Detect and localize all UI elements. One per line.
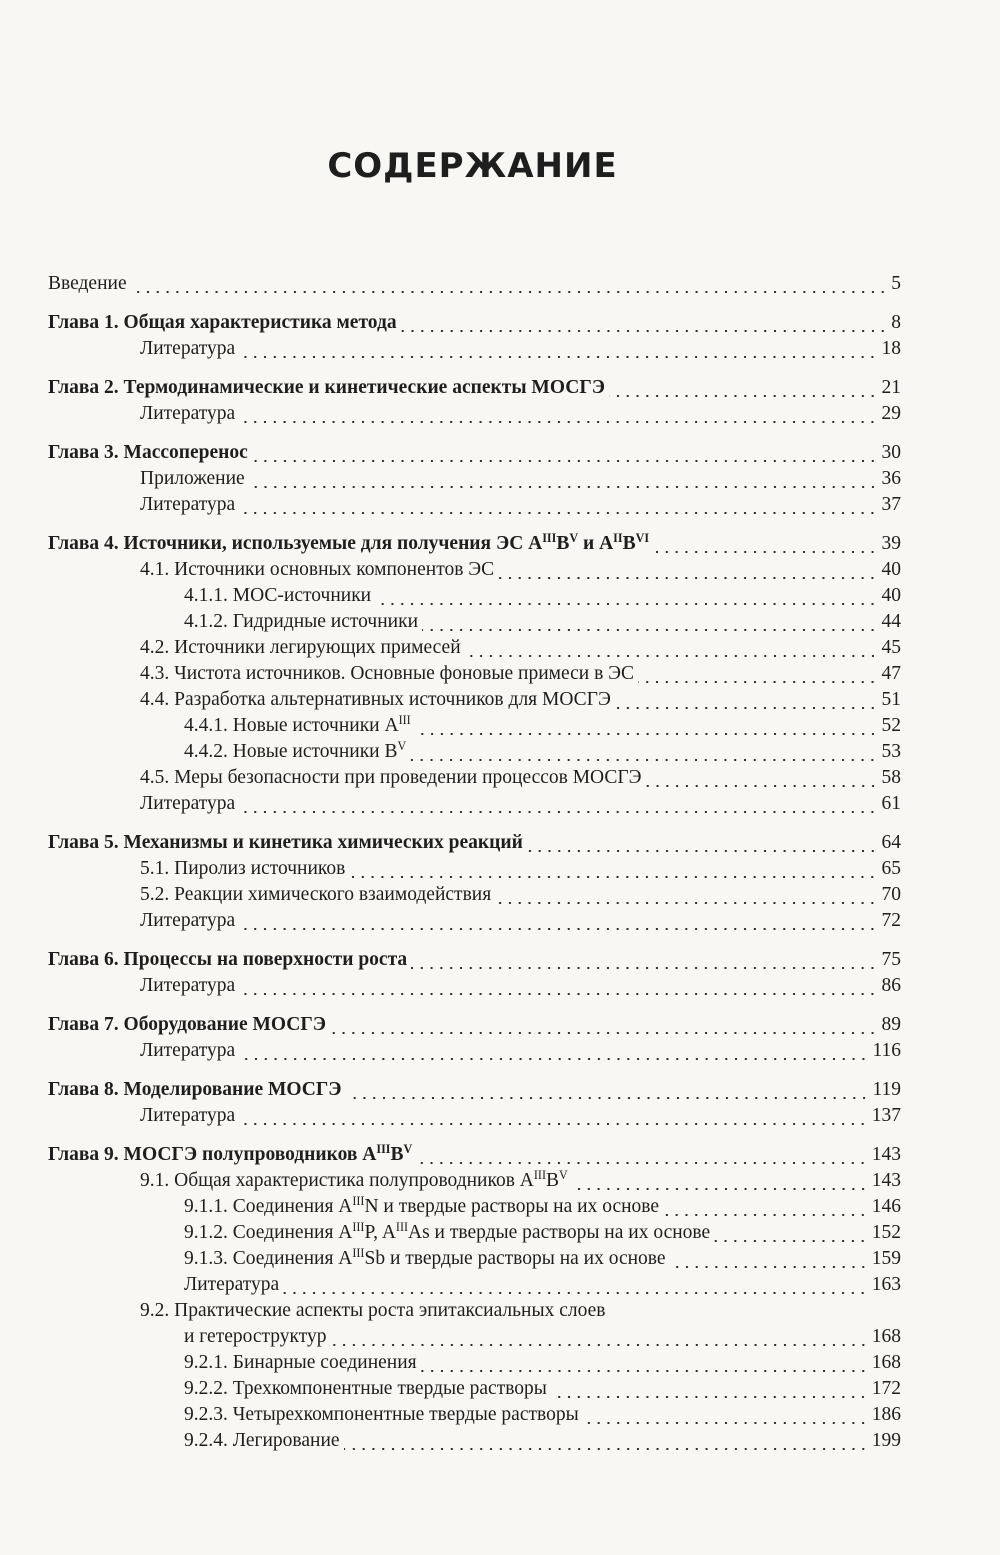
leader-dots: [283, 1292, 868, 1294]
toc-entry-text: Литература: [140, 910, 236, 931]
toc-entry: [48, 1300, 901, 1326]
toc-entry-text: Глава 9. МОСГЭ полупроводников $A^{III}B^V$: [48, 1141, 413, 1165]
table-of-contents: [48, 273, 901, 1456]
leader-dots: [572, 1188, 868, 1190]
leader-dots: [344, 1448, 868, 1450]
toc-entry-text: Глава 3. Массоперенос: [48, 442, 248, 463]
leader-dots: [346, 1097, 869, 1099]
toc-entry: [48, 1352, 901, 1378]
toc-entry: [48, 1040, 901, 1066]
toc-entry: [48, 585, 901, 611]
toc-page-number: 53: [881, 741, 901, 762]
toc-entry-text: Литература: [140, 1040, 236, 1061]
toc-entry: [48, 712, 901, 741]
toc-entry: [48, 1219, 901, 1248]
leader-dots: [527, 850, 878, 852]
toc-page-number: 61: [881, 793, 901, 814]
leader-dots: [498, 577, 877, 579]
toc-entry-text: Литература: [140, 494, 236, 515]
toc-page-number: 119: [872, 1079, 901, 1100]
toc-page-number: 65: [881, 858, 901, 879]
toc-page-number: 40: [881, 559, 901, 580]
toc-page-number: 37: [881, 494, 901, 515]
toc-entry: [48, 738, 901, 767]
toc-entry-text: Введение: [48, 273, 127, 294]
toc-page-number: 143: [871, 1170, 901, 1191]
leader-dots: [239, 811, 877, 813]
toc-entry-text: и гетероструктур: [184, 1326, 327, 1347]
toc-entry-text: Литература: [140, 793, 236, 814]
toc-chapter: [48, 377, 901, 403]
toc-page-number: 51: [881, 689, 901, 710]
toc-entry-text: 4.1.2. Гидридные источники: [184, 611, 418, 632]
toc-page-number: 29: [881, 403, 901, 424]
toc-page-number: 186: [871, 1404, 901, 1425]
leader-dots: [415, 733, 878, 735]
leader-dots: [401, 330, 888, 332]
toc-entry-text: Глава 8. Моделирование МОСГЭ: [48, 1079, 342, 1100]
toc-page-number: 168: [871, 1326, 901, 1347]
toc-entry-text: 9.2.2. Трехкомпонентные твердые растворы: [184, 1378, 547, 1399]
toc-page-number: 163: [871, 1274, 901, 1295]
toc-entry: [48, 1167, 901, 1196]
toc-page-number: 89: [881, 1014, 901, 1035]
toc-entry: [48, 884, 901, 910]
toc-entry: [48, 793, 901, 819]
toc-entry-text: Глава 2. Термодинамические и кинетические аспекты МОСГЭ: [48, 377, 605, 398]
toc-page-number: 72: [881, 910, 901, 931]
toc-entry: [48, 910, 901, 936]
toc-page-number: 44: [881, 611, 901, 632]
leader-dots: [252, 460, 878, 462]
toc-page-number: 75: [881, 949, 901, 970]
toc-page-number: 47: [881, 663, 901, 684]
toc-entry: [48, 1245, 901, 1274]
toc-entry: [48, 663, 901, 689]
toc-page-number: 172: [871, 1378, 901, 1399]
toc-entry-text: Литература: [140, 975, 236, 996]
leader-dots: [663, 1214, 868, 1216]
toc-entry: [48, 1326, 901, 1352]
toc-entry-text: Приложение: [140, 468, 245, 489]
toc-page-number: 8: [891, 312, 901, 333]
toc-entry: [48, 494, 901, 520]
toc-entry: [48, 1404, 901, 1430]
toc-chapter: [48, 1079, 901, 1105]
leader-dots: [375, 603, 877, 605]
toc-entry: [48, 975, 901, 1001]
toc-entry-text: 9.1. Общая характеристика полупроводников $A^{III}B^V$: [140, 1167, 568, 1191]
toc-entry: [48, 1105, 901, 1131]
toc-entry-text: Литература: [140, 338, 236, 359]
toc-entry-text: 4.4.1. Новые источники $A^{III}$: [184, 712, 411, 736]
leader-dots: [330, 1032, 877, 1034]
toc-chapter: [48, 1014, 901, 1040]
toc-entry-text: 5.2. Реакции химического взаимодействия: [140, 884, 492, 905]
leader-dots: [331, 1344, 868, 1346]
toc-chapter: [48, 832, 901, 858]
toc-page-number: 146: [871, 1196, 901, 1217]
toc-entry-text: 5.1. Пиролиз источников: [140, 858, 346, 879]
leader-dots: [239, 1123, 868, 1125]
toc-entry: [48, 1430, 901, 1456]
toc-page-number: 18: [881, 338, 901, 359]
toc-entry-text: Глава 6. Процессы на поверхности роста: [48, 949, 408, 970]
toc-page-number: 39: [881, 533, 901, 554]
toc-entry: [48, 273, 901, 299]
toc-entry-text: 9.2. Практические аспекты роста эпитаксиальных слоев: [140, 1300, 606, 1321]
toc-entry-text: 9.1.2. Соединения $A^{III}P$, $A^{III}As$ и твердые растворы на их основе: [184, 1219, 711, 1243]
toc-chapter: [48, 1141, 901, 1170]
toc-entry-text: 4.1. Источники основных компонентов ЭС: [140, 559, 495, 580]
toc-entry: [48, 559, 901, 585]
toc-entry-text: 9.2.1. Бинарные соединения: [184, 1352, 417, 1373]
toc-page-number: 36: [881, 468, 901, 489]
toc-entry: [48, 1193, 901, 1222]
toc-page-number: 116: [872, 1040, 901, 1061]
toc-entry: [48, 468, 901, 494]
toc-page-number: 168: [871, 1352, 901, 1373]
leader-dots: [615, 707, 878, 709]
leader-dots: [421, 1370, 868, 1372]
leader-dots: [239, 421, 877, 423]
leader-dots: [714, 1240, 868, 1242]
leader-dots: [583, 1422, 868, 1424]
leader-dots: [239, 1058, 868, 1060]
toc-chapter: [48, 530, 901, 559]
toc-entry-text: 4.1.1. МОС-источники: [184, 585, 372, 606]
leader-dots: [646, 785, 878, 787]
toc-entry-text: 9.1.3. Соединения $A^{III}Sb$ и твердые растворы на их основе: [184, 1245, 666, 1269]
toc-page-number: 199: [871, 1430, 901, 1451]
toc-page-number: 152: [871, 1222, 901, 1243]
leader-dots: [653, 551, 877, 553]
leader-dots: [495, 902, 877, 904]
toc-entry-text: Глава 7. Оборудование МОСГЭ: [48, 1014, 327, 1035]
toc-page-number: 70: [881, 884, 901, 905]
leader-dots: [349, 876, 877, 878]
toc-entry: [48, 637, 901, 663]
toc-page-number: 159: [871, 1248, 901, 1269]
toc-chapter: [48, 442, 901, 468]
toc-entry-text: 4.3. Чистота источников. Основные фоновые примеси в ЭС: [140, 663, 635, 684]
toc-entry-text: 4.4. Разработка альтернативных источников для МОСГЭ: [140, 689, 611, 710]
toc-entry-text: Литература: [140, 403, 236, 424]
toc-entry: [48, 1274, 901, 1300]
toc-entry: [48, 767, 901, 793]
toc-entry-text: Глава 5. Механизмы и кинетика химических реакций: [48, 832, 523, 853]
toc-page-number: 5: [891, 273, 901, 294]
toc-entry-text: 4.5. Меры безопасности при проведении процессов МОСГЭ: [140, 767, 642, 788]
toc-page-number: 143: [871, 1144, 901, 1165]
toc-page-number: 30: [881, 442, 901, 463]
toc-entry-text: 4.2. Источники легирующих примесей: [140, 637, 461, 658]
toc-entry: [48, 858, 901, 884]
toc-page-number: 52: [881, 715, 901, 736]
toc-page-number: 58: [881, 767, 901, 788]
leader-dots: [239, 356, 877, 358]
leader-dots: [465, 655, 878, 657]
leader-dots: [422, 629, 878, 631]
toc-page-number: 45: [881, 637, 901, 658]
toc-entry-text: 4.4.2. Новые источники $B^V$: [184, 738, 407, 762]
toc-entry-text: 9.2.4. Легирование: [184, 1430, 340, 1451]
leader-dots: [638, 681, 877, 683]
leader-dots: [411, 967, 877, 969]
leader-dots: [239, 928, 877, 930]
leader-dots: [416, 1162, 868, 1164]
toc-entry-text: Литература: [140, 1105, 236, 1126]
toc-entry: [48, 1378, 901, 1404]
toc-entry-text: Глава 4. Источники, используемые для получения ЭС $A^{III}B^V$ и $A^{II}B^{VI}$: [48, 530, 650, 554]
toc-entry-text: Литература: [184, 1274, 280, 1295]
leader-dots: [249, 486, 878, 488]
toc-entry: [48, 403, 901, 429]
toc-entry: [48, 689, 901, 715]
toc-page-number: 86: [881, 975, 901, 996]
leader-dots: [670, 1266, 868, 1268]
toc-chapter: [48, 949, 901, 975]
toc-entry-text: Глава 1. Общая характеристика метода: [48, 312, 397, 333]
leader-dots: [609, 395, 878, 397]
toc-page-number: 137: [871, 1105, 901, 1126]
toc-entry-text: 9.2.3. Четырехкомпонентные твердые растворы: [184, 1404, 579, 1425]
toc-page-number: 64: [881, 832, 901, 853]
leader-dots: [410, 759, 877, 761]
toc-entry: [48, 611, 901, 637]
leader-dots: [551, 1396, 868, 1398]
toc-entry: [48, 338, 901, 364]
toc-entry-text: 9.1.1. Соединения $A^{III}N$ и твердые растворы на их основе: [184, 1193, 660, 1217]
page-title: СОДЕРЖАНИЕ: [327, 146, 618, 186]
leader-dots: [239, 512, 877, 514]
toc-page-number: 40: [881, 585, 901, 606]
toc-chapter: [48, 312, 901, 338]
leader-dots: [131, 291, 888, 293]
toc-page-number: 21: [881, 377, 901, 398]
leader-dots: [239, 993, 877, 995]
